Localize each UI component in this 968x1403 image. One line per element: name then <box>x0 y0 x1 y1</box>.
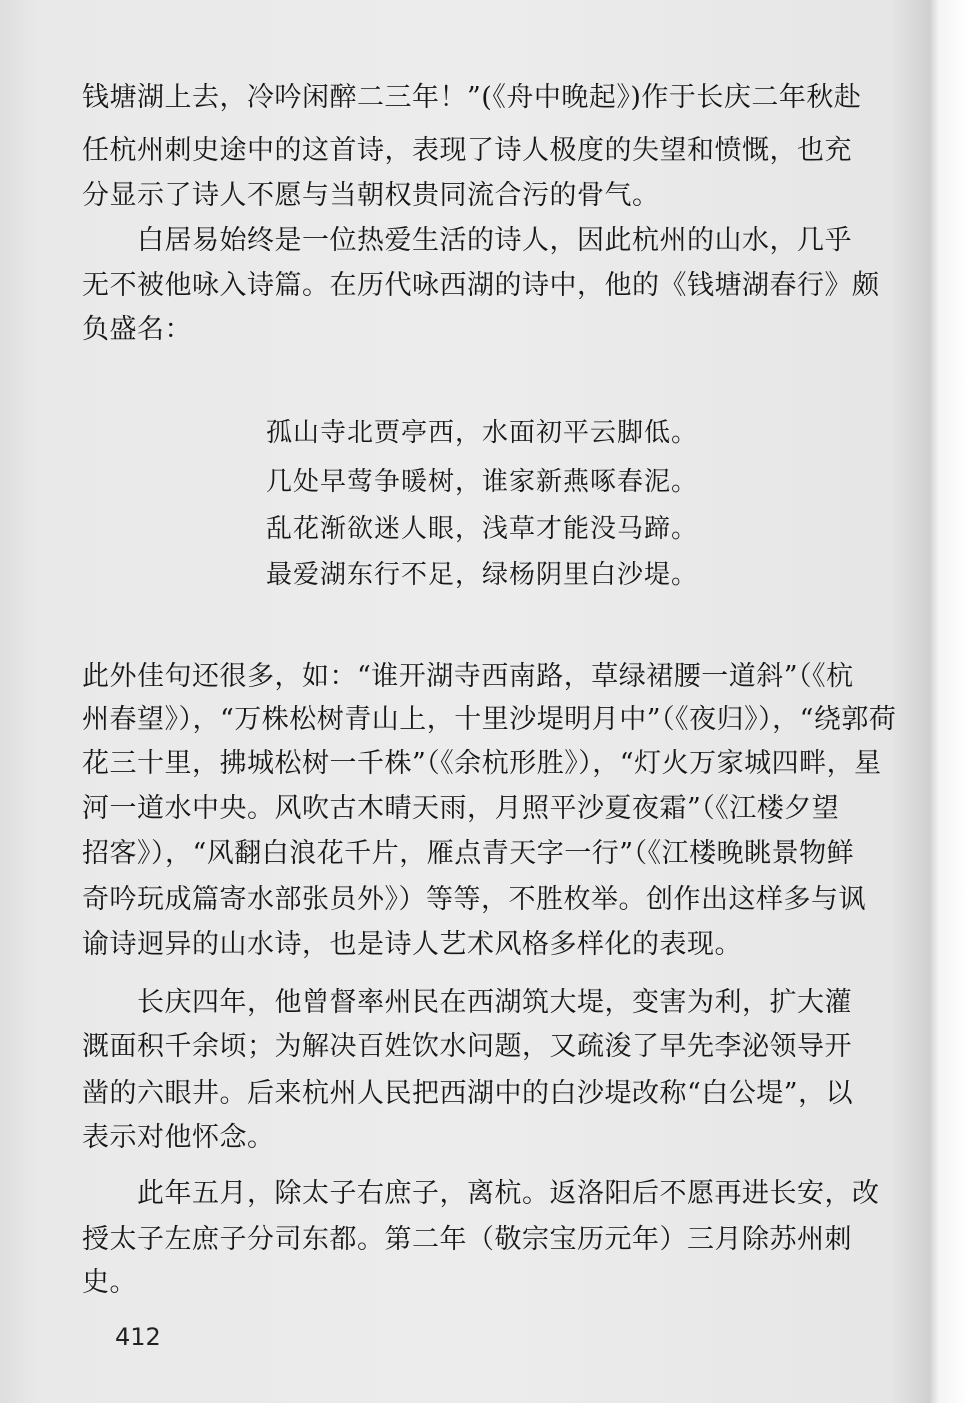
text-line: 授太子左庶子分司东都。第二年（敬宗宝历元年）三月除苏州刺 <box>82 1224 852 1255</box>
text-line: 招客》），“风翻白浪花千片，雁点青天字一行”（《江楼晚眺景物鲜 <box>82 838 855 869</box>
poem-line: 乱花渐欲迷人眼，浅草才能没马蹄。 <box>266 514 699 544</box>
text-line: 凿的六眼井。后来杭州人民把西湖中的白沙堤改称“白公堤”，以 <box>82 1078 854 1109</box>
text-line: 溉面积千余顷；为解决百姓饮水问题，又疏浚了早先李泌领导开 <box>82 1031 852 1062</box>
text-line: 史。 <box>82 1267 137 1298</box>
text-line: 花三十里，拂城松树一千株”（《余杭形胜》），“灯火万家城四畔，星 <box>82 748 882 779</box>
text-line: 白居易始终是一位热爱生活的诗人，因此杭州的山水，几乎 <box>82 225 852 256</box>
text-line: 奇吟玩成篇寄水部张员外》）等等，不胜枚举。创作出这样多与讽 <box>82 884 866 915</box>
poem-line: 几处早莺争暖树，谁家新燕啄春泥。 <box>266 467 699 497</box>
text-line: 此外佳句还很多，如：“谁开湖寺西南路，草绿裙腰一道斜”（《杭 <box>82 661 854 692</box>
text-line: 谕诗迥异的山水诗，也是诗人艺术风格多样化的表现。 <box>82 929 742 960</box>
poem-line: 孤山寺北贾亭西，水面初平云脚低。 <box>266 418 699 448</box>
text-line: 河一道水中央。风吹古木晴天雨，月照平沙夏夜霜”（《江楼夕望 <box>82 793 840 824</box>
text-line: 表示对他怀念。 <box>82 1122 275 1153</box>
text-line: 长庆四年，他曾督率州民在西湖筑大堤，变害为利，扩大灌 <box>82 987 852 1018</box>
text-line: 此年五月，除太子右庶子，离杭。返洛阳后不愿再进长安，改 <box>82 1178 880 1209</box>
text-line: 分显示了诗人不愿与当朝权贵同流合污的骨气。 <box>82 180 660 211</box>
text-line: 负盛名： <box>82 314 192 345</box>
text-line: 州春望》），“万株松树青山上，十里沙堤明月中”（《夜归》），“绕郭荷 <box>82 704 897 735</box>
page-number: 412 <box>115 1323 161 1351</box>
text-line: 钱塘湖上去，冷吟闲醉二三年！”(《舟中晚起》)作于长庆二年秋赴 <box>82 82 862 113</box>
poem-line: 最爱湖东行不足，绿杨阴里白沙堤。 <box>266 560 699 590</box>
text-line: 任杭州刺史途中的这首诗，表现了诗人极度的失望和愤慨，也充 <box>82 135 852 166</box>
text-line: 无不被他咏入诗篇。在历代咏西湖的诗中，他的《钱塘湖春行》颇 <box>82 270 880 301</box>
